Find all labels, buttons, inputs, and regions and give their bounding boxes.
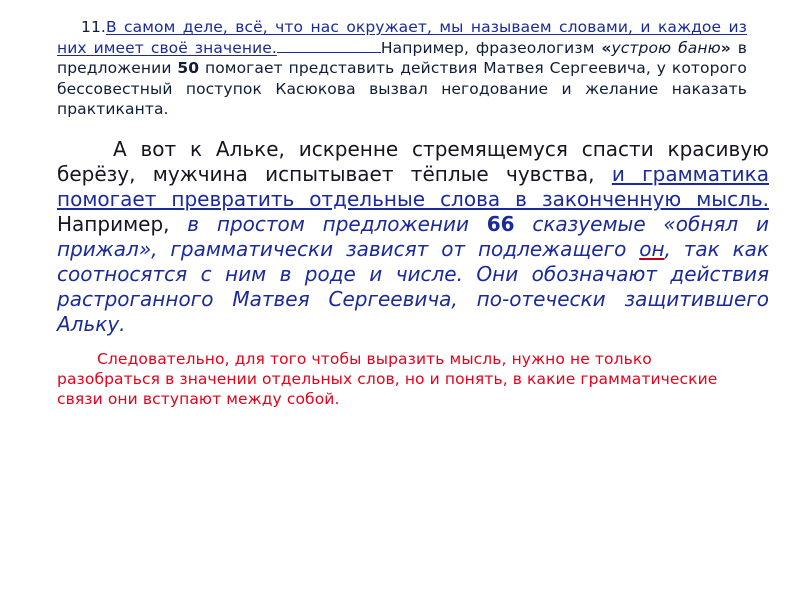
quote-close: » <box>720 38 731 57</box>
underlined-thesis: В самом деле, всё, что нас окружает, мы называем словами, и каждое из них имеет своё значение. <box>57 18 747 57</box>
blank-underline <box>277 40 381 53</box>
sentence-number: 50 <box>177 59 200 77</box>
idiom-text: устрою баню <box>611 38 721 57</box>
italic-text-2: сказуемые «обнял и прижал», грамматически зависят от подлежащего <box>57 212 769 261</box>
explanation-text: помогает представить действия Матвея Сергеевича, у которого бессовестный поступок Касюкова вызвал негодование и желание наказать практиканта. <box>57 59 747 118</box>
conclusion-text: Следовательно, для того чтобы выразить мысль, нужно не только разобраться в значении отдельных слов, но и понять, в какие грамматические связи они вступают между собой. <box>57 350 718 408</box>
paragraph-2 <box>57 137 769 337</box>
paragraph-1 <box>57 17 747 120</box>
italic-text-1: в простом предложении <box>187 212 487 236</box>
alka-text: А вот к Альке, искренне стремящемуся спасти красивую берёзу, мужчина испытывает тёплые чувства, <box>57 137 769 186</box>
underlined-grammar-thesis: и грамматика помогает превратить отдельные слова в законченную мысль. <box>57 162 769 211</box>
sentence-number: 66 <box>486 212 515 236</box>
italic-text-3: , так как соотносятся с ним в роде и числе. Они обозначают действия растроганного Матвея Сергеевича, по-отечески защитившего Альку. <box>57 237 769 336</box>
item-number: 11. <box>81 18 106 36</box>
paragraph-3 <box>57 349 757 409</box>
sentence-ref-text: в предложении <box>57 38 747 77</box>
quote-open: « <box>601 38 612 57</box>
subject-word: он <box>639 237 665 261</box>
example-intro-text: Например, <box>57 212 188 236</box>
example-intro-text: Например, фразеологизм <box>380 38 602 57</box>
